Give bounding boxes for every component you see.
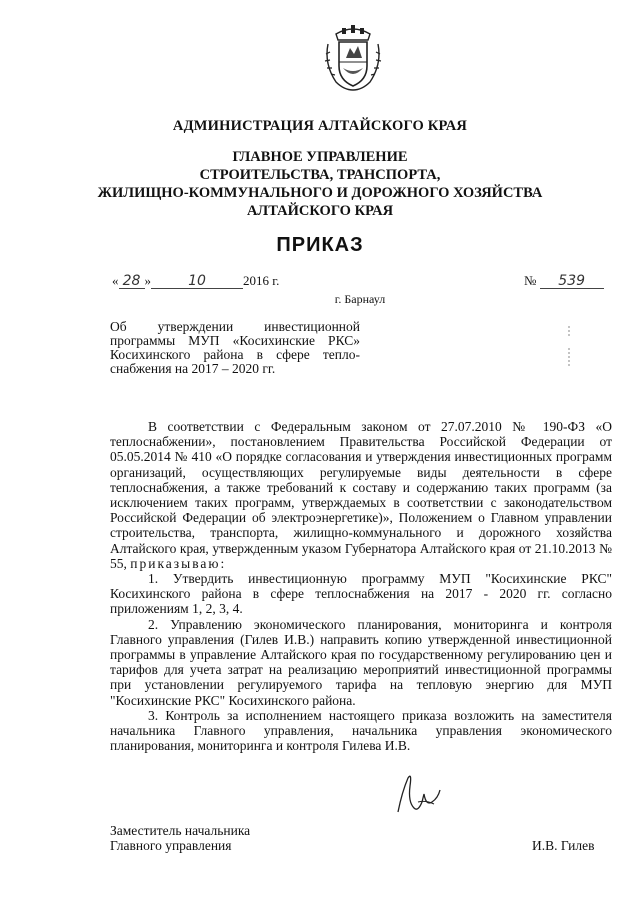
- preamble-text: В соответствии с Федеральным законом от 27.07.2010 № 190-ФЗ «О теплоснабжении», постановлением Правительства Российской Федерации от 05.05.2014 № 410 «О порядке согласования и утверждения инвестиционных программ организаций, осуществляющих регулируемые виды деятельности в сфере теплоснабжения, а также требований к составу и содержанию таких программ (за исключением таких программ, утверждаемых в соответствии с законодательством Российской Федерации об электроэнергетике)», Положением о Главном управлении строительства, транспорта, жилищно-коммунального и дорожного хозяйства Алтайского края, утвержденным указом Губернатора Алтайского края от 21.10.2013 № 55,: [110, 419, 612, 571]
- department-name: [0, 148, 640, 220]
- department-line: ГЛАВНОЕ УПРАВЛЕНИЕ: [232, 149, 408, 165]
- signatory-title-line: Главного управления: [110, 838, 232, 853]
- order-date: [112, 273, 279, 289]
- date-open-quote: «: [112, 273, 119, 288]
- date-month: 10: [151, 274, 243, 289]
- order-item: 2. Управлению экономического планирования, мониторинга и контроля Главного управления (Гилев И.В.) направить копию утвержденной инвестиционной программы в управление Алтайского края по государственному регулированию цен и тарифов для учета затрат на реализацию мероприятий инвестиционной программы при установлении регулируемого тарифа на тепловую энергию для МУП "Косихинские РКС" Косихинского района.: [110, 616, 612, 708]
- department-line: ЖИЛИЩНО-КОММУНАЛЬНОГО И ДОРОЖНОГО ХОЗЯЙСТВА: [97, 185, 543, 201]
- date-year: 2016 г.: [243, 273, 280, 288]
- handwritten-signature: [388, 772, 448, 816]
- order-subject: Об утверждении инвестиционной программы МУП «Косихинские РКС» Косихинского района в сфере тепло-снабжения на 2017 – 2020 гг.: [110, 319, 360, 376]
- number-label: №: [524, 273, 537, 288]
- date-day: 28: [119, 274, 145, 289]
- department-line: СТРОИТЕЛЬСТВА, ТРАНСПОРТА,: [199, 167, 441, 183]
- order-item: 3. Контроль за исполнением настоящего приказа возложить на заместителя начальника Главного управления, начальника управления экономического планирования, мониторинга и контроля Гилева И.В.: [110, 707, 612, 754]
- date-close-quote: »: [144, 273, 151, 288]
- order-item: 1. Утвердить инвестиционную программу МУП "Косихинские РКС" Косихинского района в сфере теплоснабжения на 2017 - 2020 гг. согласно приложениям 1, 2, 3, 4.: [110, 571, 612, 617]
- order-body: [110, 419, 612, 753]
- city-name: г. Барнаул: [334, 292, 386, 306]
- command-word: приказываю:: [130, 555, 227, 571]
- department-line: АЛТАЙСКОГО КРАЯ: [246, 203, 394, 219]
- preamble-paragraph: [110, 419, 612, 571]
- number-value: 539: [540, 274, 604, 289]
- signatory-name: И.В. Гилев: [532, 838, 595, 853]
- signatory-title: [110, 823, 250, 853]
- organization-name: АДМИНИСТРАЦИЯ АЛТАЙСКОГО КРАЯ: [172, 118, 468, 134]
- coat-of-arms-emblem: [322, 24, 384, 94]
- order-number: [524, 273, 604, 289]
- document-type-title: ПРИКАЗ: [276, 234, 364, 256]
- margin-mark: [566, 326, 572, 366]
- signatory-title-line: Заместитель начальника: [110, 823, 251, 838]
